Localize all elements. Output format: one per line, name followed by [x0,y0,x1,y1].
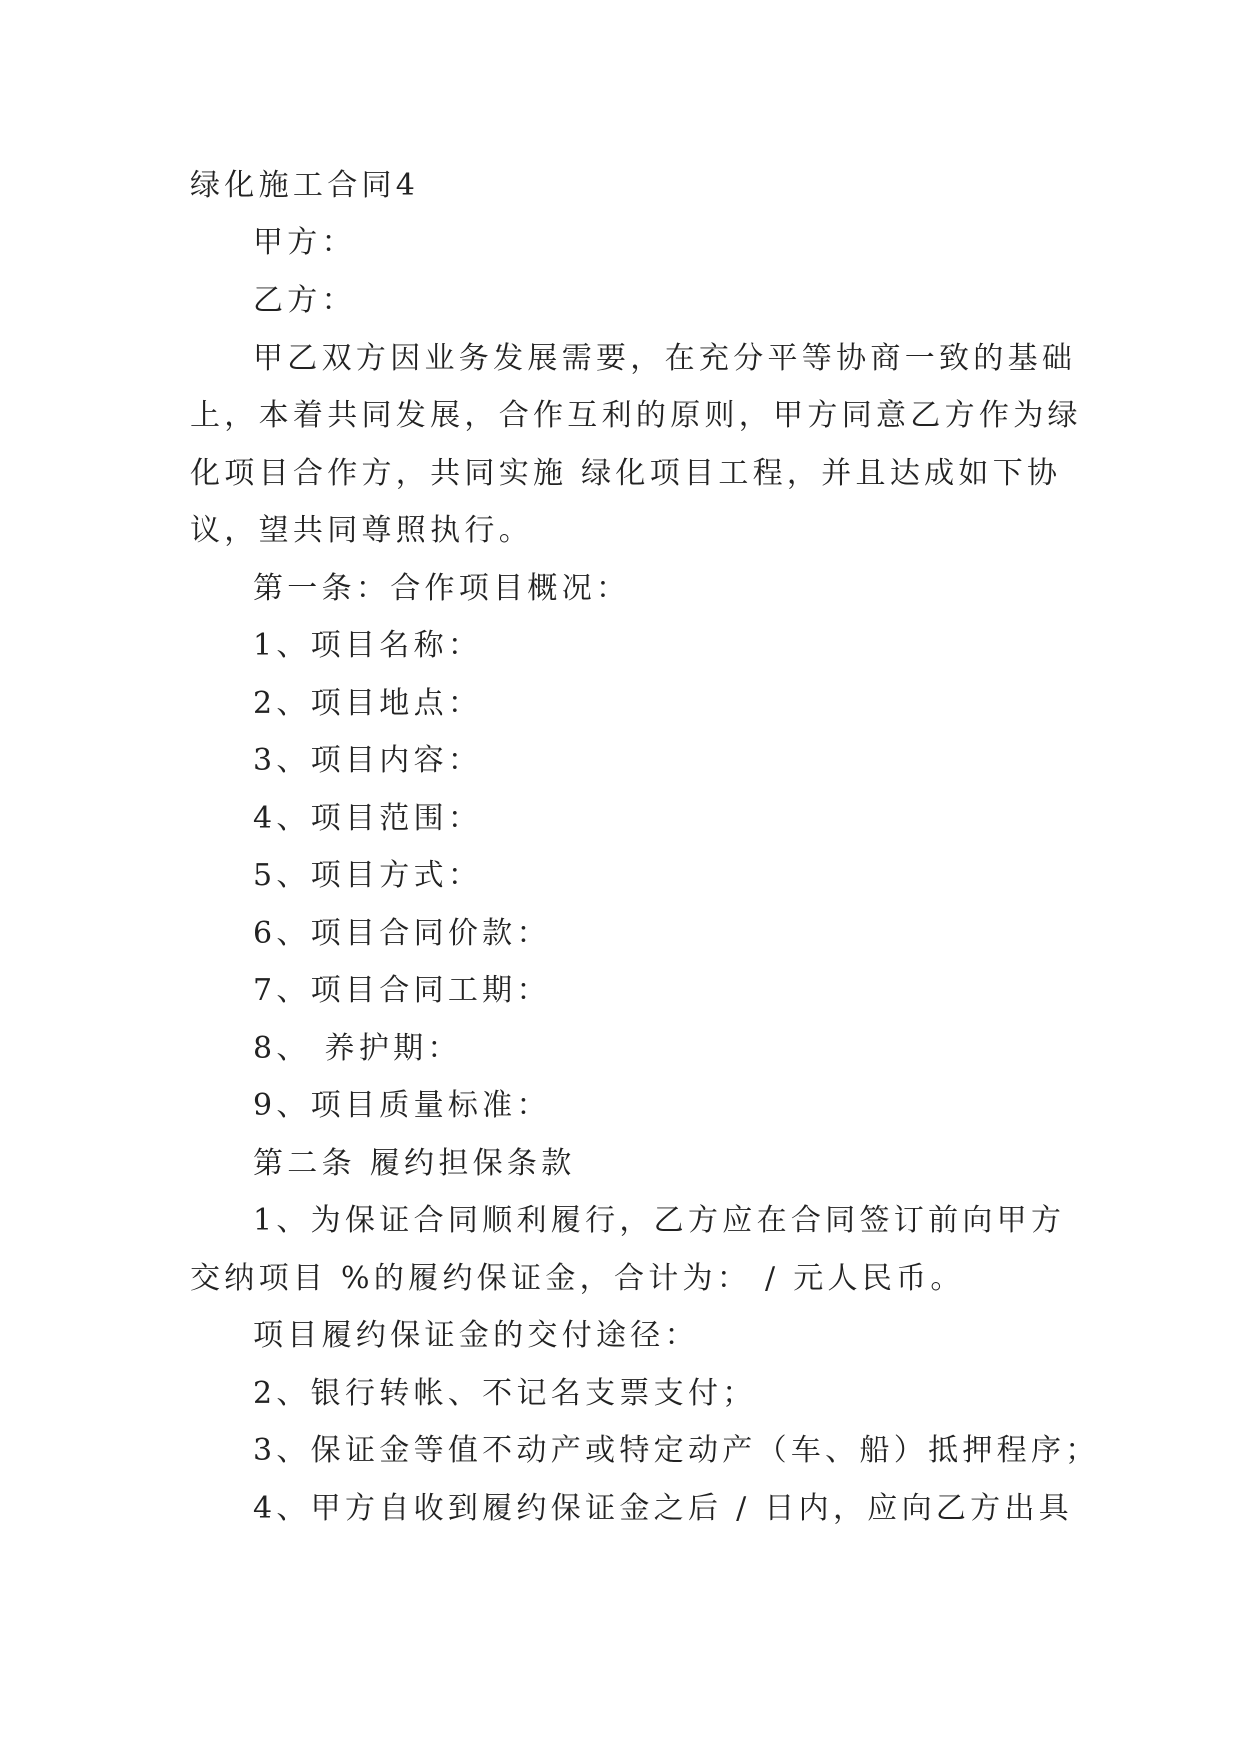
article-1-item: 4、项目范围： [253,801,483,836]
article-1-item: 2、项目地点： [253,686,483,721]
intro-line: 化项目合作方，共同实施 绿化项目工程，并且达成如下协 [190,456,1062,491]
article-2-heading: 第二条 履约担保条款 [253,1146,576,1181]
intro-line: 上，本着共同发展，合作互利的原则，甲方同意乙方作为绿 [190,398,1082,433]
payment-item: 2、银行转帐、不记名支票支付； [253,1376,757,1411]
intro-line: 议，望共同尊照执行。 [190,513,533,548]
document-title: 绿化施工合同4 [190,168,420,203]
article-1-heading: 第一条：合作项目概况： [253,571,631,606]
article-1-item: 9、项目质量标准： [253,1088,551,1123]
article-2-paragraph-line: 交纳项目 %的履约保证金，合计为： / 元人民币。 [190,1261,965,1296]
intro-line: 甲乙双方因业务发展需要，在充分平等协商一致的基础 [253,341,1077,376]
payment-item: 4、甲方自收到履约保证金之后 / 日内，应向乙方出具 [253,1491,1074,1526]
party-b-label: 乙方： [253,283,356,318]
article-1-item: 7、项目合同工期： [253,973,551,1008]
article-2-paragraph-line: 1、为保证合同顺利履行，乙方应在合同签订前向甲方 [253,1203,1066,1238]
article-1-item: 6、项目合同价款： [253,916,551,951]
article-1-item: 3、项目内容： [253,743,483,778]
party-a-label: 甲方： [253,225,356,260]
payment-item: 3、保证金等值不动产或特定动产（车、船）抵押程序； [253,1433,1100,1468]
article-1-item: 8、 养护期： [253,1031,462,1066]
payment-method-heading: 项目履约保证金的交付途径： [253,1318,699,1353]
article-1-item: 1、项目名称： [253,628,483,663]
article-1-item: 5、项目方式： [253,858,483,893]
